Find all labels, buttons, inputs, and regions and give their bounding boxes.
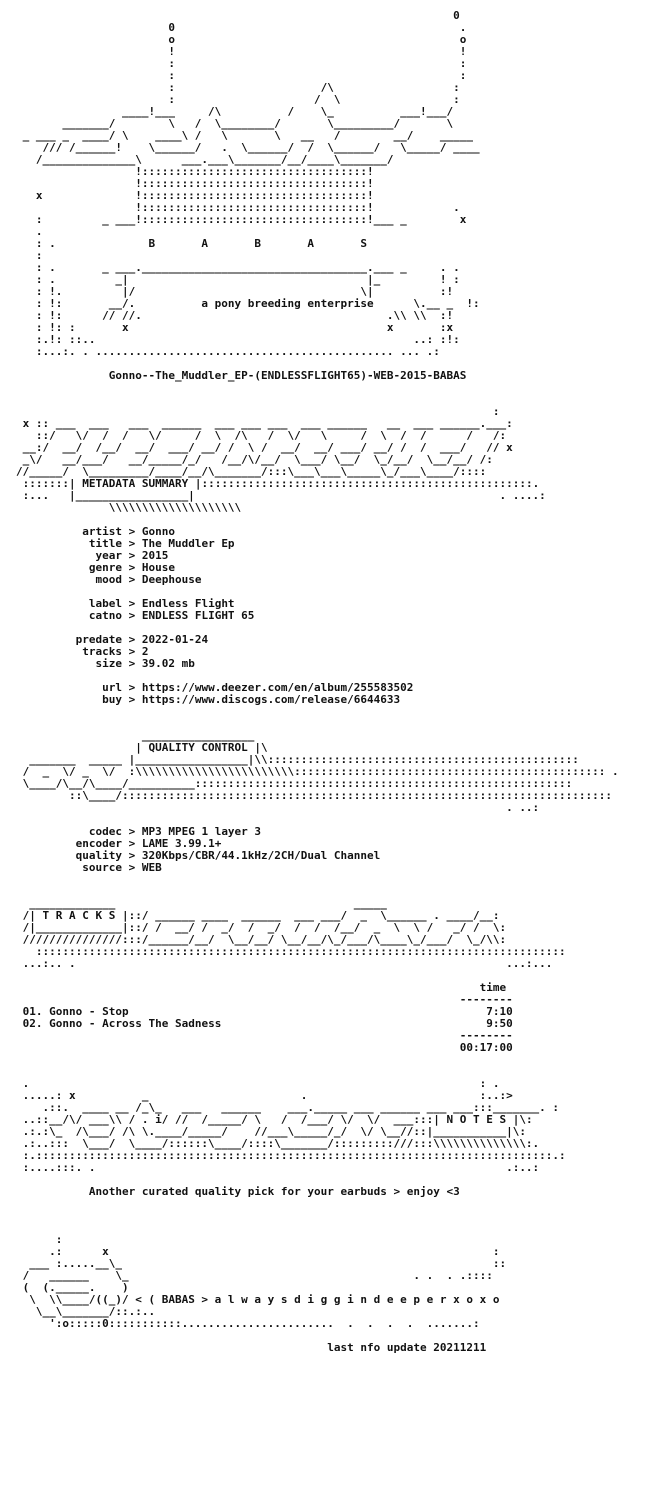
info-key: mood [16, 573, 122, 586]
tracks-time-header: time -------- [459, 981, 513, 1006]
notes-line [16, 1186, 619, 1198]
tracks-total-line [16, 1042, 619, 1054]
quality-row: quality > 320Kbps/CBR/44.1kHz/2CH/Dual Channel [16, 849, 381, 862]
info-value: 2 [141, 645, 149, 658]
label-list [16, 598, 619, 622]
nfo-document [16, 10, 619, 1354]
info-key: artist [16, 525, 122, 538]
info-value: Deephouse [141, 573, 202, 586]
info-value: Endless Flight [141, 597, 235, 610]
info-value: 320Kbps/CBR/44.1kHz/2CH/Dual Channel [141, 849, 381, 862]
quality-list [16, 826, 619, 874]
track-name: Gonno - Across The Sadness [49, 1017, 222, 1030]
release-name-line [16, 370, 619, 382]
metadata-row: mood > Deephouse [16, 573, 202, 586]
track-name: Gonno - Stop [49, 1005, 129, 1018]
info-value: WEB [141, 861, 162, 874]
header-art: 0 0 . o o ! ! : : : : : /\ : : / \ : ____!___ /\ / \_ ___!___/ _______/ \ / \________/ \_________/ \ _ ___ _ ____/ \ ____\ / \ \ __ / __/ _____ /// /______! \______/ . \______/ / \______/ \_____/ ____ /______________\ ___.___\_______/__/____\_______/ !::::::::::::::::::::::::::::::::::! !::::::::::::::::::::::::::::::::::! x !::::::::::::::::::::::::::::::::::! !::::::::::::::::::::::::::::::::::! . : _ ___!::::::::::::::::::::::::::::::::::!___ _ x . : . B A B A S : : . _ ___.__________________________________.___ _ . . : . _| |_ ! : : !. |/ \| :! : !: __/. a pony breeding enterprise \.__ _ !: : !: // //. .\\ \\ :! : !: : x x :x :.!: ::.. ..: :!: :...:. . ............................................. ... .: [22, 9, 480, 358]
info-value: https://www.deezer.com/en/album/255583502 [141, 681, 414, 694]
release-info-row: tracks > 2 [16, 645, 149, 658]
info-value: 39.02 mb [141, 657, 195, 670]
info-value: 2015 [141, 549, 169, 562]
quality-art: _________________ | QUALITY CONTROL |\ _______ _____ |_________________|\\::::::::::::::::::::::::::::::::::::::::::::::: / _ \/ _ \/ :\\\\\\\\\\\\\\\\\\\\\\\\::::::::::::::::::::::::::::::::::::::::::::::: . \____/\__/\____/__________::::::::::::::::::::::::::::::::::::::::::::::::::::::::: ::\____/:::::::::::::::::::::::::::::::::::::::::::::::::::::::::::::::::::::::::: . ..: [22, 729, 619, 814]
links-list [16, 682, 619, 706]
quality-row: encoder > LAME 3.99.1+ [16, 837, 222, 850]
metadata-art-top: : x :: ___ ___ ___ ______ ___ ___ ___ ___ ______ __ ___ ______.___: ::/ \/ / / \/ / \ /\ / \/ \ / \ / / / /: __:/ __/ /__/ __/ ___/ __/ / \ / __/ __/ ___/ __/ / / ___/ // x _\/ __/___/ __/_____/_/ /__/\/__/ \___/ \__/ \_/__/ \__/__/ /: //_____/ \_________/____/__/\_______/:::\___\___\_____\_/___\____/:::: [16, 405, 513, 478]
links-row: buy > https://www.discogs.com/release/6644633 [16, 693, 401, 706]
notes-text: Another curated quality pick for your earbuds > enjoy <3 [88, 1185, 460, 1198]
metadata-row: year > 2015 [16, 549, 169, 562]
quality-header-label: QUALITY CONTROL [148, 741, 248, 754]
track-time: 9:50 [221, 1017, 513, 1030]
quality-row: codec > MP3 MPEG 1 layer 3 [16, 825, 262, 838]
metadata-row: title > The Muddler Ep [16, 537, 235, 550]
tracks-header-label: T R A C K S [42, 909, 116, 922]
info-key: buy [16, 693, 122, 706]
release-info-list [16, 634, 619, 670]
track-number: 01. [16, 1005, 50, 1018]
release-info-row: size > 39.02 mb [16, 657, 195, 670]
info-key: size [16, 657, 122, 670]
info-value: House [141, 561, 175, 574]
info-value: https://www.discogs.com/release/6644633 [141, 693, 401, 706]
release-name: Gonno--The_Muddler_EP-(ENDLESSFLIGHT65)-WEB-2015-BABAS [108, 369, 467, 382]
last-update-line [16, 1342, 619, 1354]
info-key: genre [16, 561, 122, 574]
metadata-art-bottom: \\\\\\\\\\\\\\\\\\\\ [16, 501, 242, 514]
notes-art: . : . .....: x _ . :..:> .::. ____ __ /_\_ ___ ______ ___._____ ___ ______ ___ ___:::_______. : ..::__/\/ ___\\ / . i/ // /_____/ \ / /___/ \/ \/ ___:::| N O T E S |\: .:.:\_ /\___/ /\ \.____/_____/ //___\_____/_/ \/ \__//::|___________|\: .:..::: \___/ \____/::::::\____/::::\_______/:::::::::///:::\\\\\\\\\\\\\\:. :.::::::::::::::::::::::::::::::::::::::::::::::::::::::::::::::::::::::::::::::.: :....:::. . .:..: [22, 1077, 566, 1174]
notes-header-label: N O T E S [446, 1113, 507, 1126]
info-value: ENDLESS FLIGHT 65 [141, 609, 255, 622]
metadata-art-box: :... |_________________| . ....: [16, 489, 546, 502]
label-row: label > Endless Flight [16, 597, 235, 610]
info-value: 2022-01-24 [141, 633, 209, 646]
metadata-row: genre > House [16, 561, 175, 574]
info-key: encoder [16, 837, 122, 850]
info-key: label [16, 597, 122, 610]
info-key: predate [16, 633, 122, 646]
info-key: year [16, 549, 122, 562]
label-row: catno > ENDLESS FLIGHT 65 [16, 609, 255, 622]
info-key: quality [16, 849, 122, 862]
tracks-total: 00:17:00 [459, 1041, 513, 1054]
info-value: MP3 MPEG 1 layer 3 [141, 825, 262, 838]
footer-art: : .: x : ___ :.....__\_ :: / ______ \_ . . . .:::: ( (._____. ) \ \\____/((_)/ < ( BABAS > a l w a y s d i g g i n d e e p e r x o x o \__\_______/::.:.. ':o:::::0:::::::::::....................... . . . . .......: [22, 1233, 507, 1330]
metadata-header-label: METADATA SUMMARY [82, 477, 189, 490]
info-key: catno [16, 609, 122, 622]
tracks-list [16, 1006, 619, 1030]
metadata-list [16, 526, 619, 586]
tracks-art: _____________ _____ /| T R A C K S |::/ ______ ____ ______ ___ ___/ _ \______ . ____/__: /|_____________|::/ / __/ / _/ / _/ / / /__/ _ \ \ / _/ / \: ///////////////:::/______/__/ \__/__/ \__/__/\_/___/\____\_/___/ \_/\\: :::::::::::::::::::::::::::::::::::::::::::::::::::::::::::::::::::::::::::::::: ...:.. . ...:... [22, 897, 566, 970]
info-value: Gonno [141, 525, 175, 538]
quality-row: source > WEB [16, 861, 162, 874]
last-update: last nfo update 20211211 [327, 1341, 487, 1354]
metadata-header: :::::::| METADATA SUMMARY |::::::::::::::::::::::::::::::::::::::::::::::::::. [16, 477, 540, 490]
tracks-total-rule: -------- [16, 1029, 513, 1042]
links-row: url > https://www.deezer.com/en/album/255583502 [16, 681, 414, 694]
release-info-row: predate > 2022-01-24 [16, 633, 209, 646]
info-key: tracks [16, 645, 122, 658]
metadata-row: artist > Gonno [16, 525, 175, 538]
track-time: 7:10 [128, 1005, 513, 1018]
info-key: url [16, 681, 122, 694]
info-value: The Muddler Ep [141, 537, 235, 550]
info-key: source [16, 861, 122, 874]
info-value: LAME 3.99.1+ [141, 837, 222, 850]
tracks-time-label: time [479, 981, 507, 994]
track-number: 02. [16, 1017, 50, 1030]
info-key: title [16, 537, 122, 550]
info-key: codec [16, 825, 122, 838]
footer-tagline: ( BABAS > a l w a y s d i g g i n d e e p e r x o x o [148, 1293, 500, 1306]
